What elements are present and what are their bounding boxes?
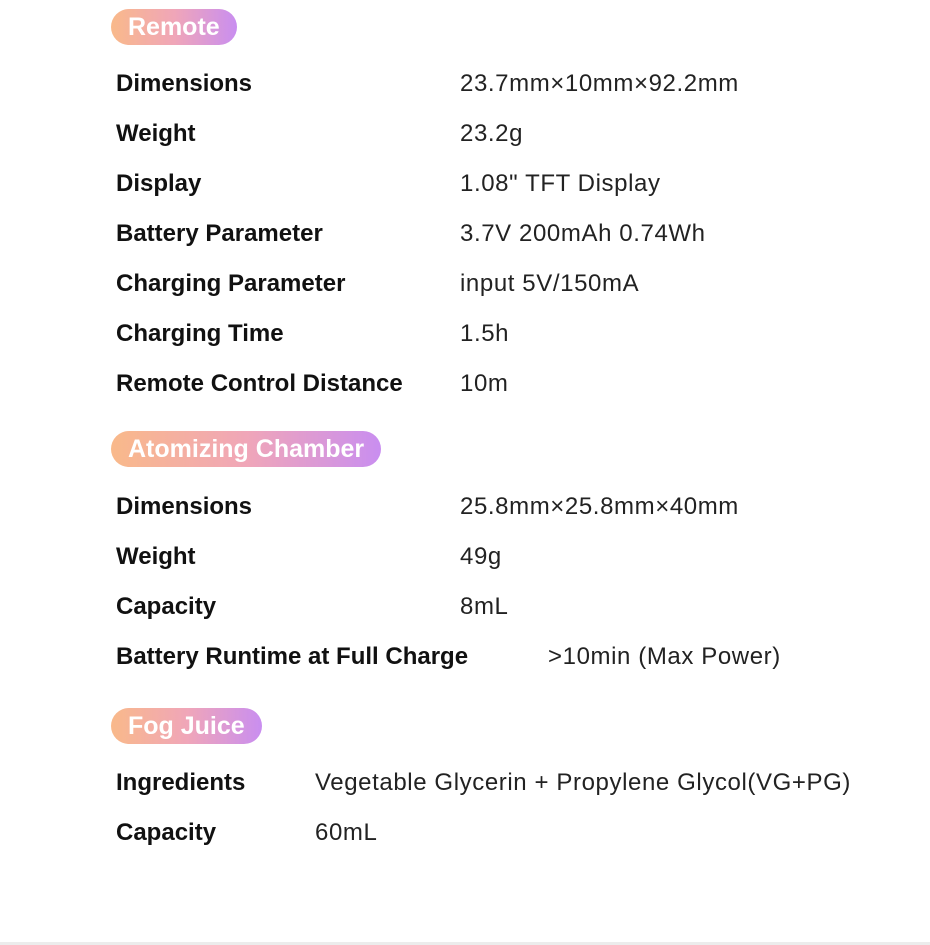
spec-value-remote-weight: 23.2g [460, 120, 524, 147]
spec-value-remote-control-distance: 10m [460, 370, 509, 397]
spec-value-chamber-weight: 49g [460, 543, 502, 570]
spec-value-chamber-dimensions: 25.8mm×25.8mm×40mm [460, 493, 739, 520]
spec-value-remote-display: 1.08" TFT Display [460, 170, 661, 197]
spec-label-remote-dimensions: Dimensions [116, 70, 253, 97]
section-title-atomizing-chamber: Atomizing Chamber [111, 431, 381, 467]
section-title-remote: Remote [111, 9, 237, 45]
spec-value-remote-battery-parameter: 3.7V 200mAh 0.74Wh [460, 220, 706, 247]
spec-value-fog-juice-ingredients: Vegetable Glycerin + Propylene Glycol(VG+PG) [315, 769, 851, 796]
spec-label-chamber-weight: Weight [116, 543, 196, 570]
spec-value-remote-dimensions: 23.7mm×10mm×92.2mm [460, 70, 739, 97]
spec-label-fog-juice-capacity: Capacity [116, 819, 217, 846]
spec-label-chamber-capacity: Capacity [116, 593, 217, 620]
spec-label-remote-charging-time: Charging Time [116, 320, 284, 347]
section-title-fog-juice: Fog Juice [111, 708, 262, 744]
spec-label-chamber-dimensions: Dimensions [116, 493, 253, 520]
spec-label-remote-control-distance: Remote Control Distance [116, 370, 403, 397]
spec-label-remote-charging-parameter: Charging Parameter [116, 270, 346, 297]
spec-label-chamber-battery-runtime: Battery Runtime at Full Charge [116, 643, 469, 670]
spec-label-remote-weight: Weight [116, 120, 196, 147]
spec-label-fog-juice-ingredients: Ingredients [116, 769, 246, 796]
spec-label-remote-display: Display [116, 170, 202, 197]
spec-label-remote-battery-parameter: Battery Parameter [116, 220, 323, 247]
spec-value-remote-charging-time: 1.5h [460, 320, 510, 347]
spec-value-chamber-capacity: 8mL [460, 593, 509, 620]
spec-value-fog-juice-capacity: 60mL [315, 819, 378, 846]
spec-value-chamber-battery-runtime: >10min (Max Power) [548, 643, 781, 670]
spec-value-remote-charging-parameter: input 5V/150mA [460, 270, 640, 297]
